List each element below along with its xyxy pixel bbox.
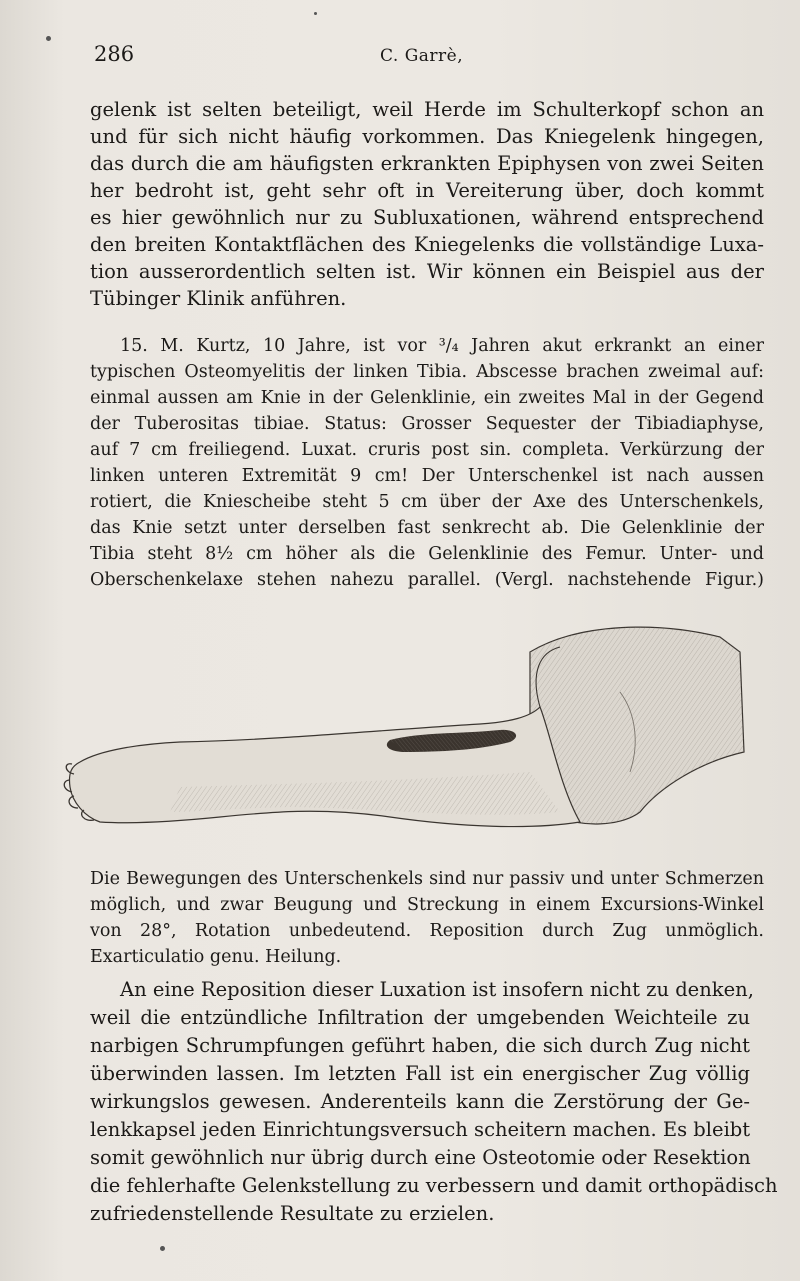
text-line: gelenk ist selten beteiligt, weil Herde im Schulterkopf schon an <box>90 98 764 121</box>
text-line: weil die entzündliche Infiltration der umgebenden Weichteile zu <box>90 1006 750 1029</box>
text-line: her bedroht ist, geht sehr oft in Vereiterung über, doch kommt <box>90 179 764 202</box>
case-line: Exarticulatio genu. Heilung. <box>90 947 342 967</box>
text-line: lenkkapsel jeden Einrichtungsversuch scheitern machen. Es bleibt <box>90 1118 751 1141</box>
page-number: 286 <box>94 42 135 66</box>
case-line: linken unteren Extremität 9 cm! Der Unterschenkel ist nach aussen <box>90 466 764 486</box>
text-line: Tübinger Klinik anführen. <box>90 287 347 310</box>
case-line: Oberschenkelaxe stehen nahezu parallel. (Vergl. nachstehende Figur.) <box>90 570 764 590</box>
page-header <box>94 42 734 72</box>
text-line: An eine Reposition dieser Luxation ist insofern nicht zu denken, <box>120 978 754 1001</box>
case-line: das Knie setzt unter derselben fast senkrecht ab. Die Gelenklinie der <box>90 518 764 538</box>
text-line: überwinden lassen. Im letzten Fall ist ein energischer Zug völlig <box>90 1062 750 1085</box>
case-line: typischen Osteomyelitis der linken Tibia. Abscesse brachen zweimal auf: <box>90 362 764 382</box>
leg-illustration <box>60 612 750 852</box>
case-line: von 28°, Rotation unbedeutend. Reposition durch Zug unmöglich. <box>90 921 764 941</box>
text-line: es hier gewöhnlich nur zu Subluxationen, während entsprechend <box>90 206 764 229</box>
text-line: wirkungslos gewesen. Anderenteils kann die Zerstörung der Ge- <box>90 1090 750 1113</box>
case-line: einmal aussen am Knie in der Gelenklinie, ein zweites Mal in der Gegend <box>90 388 764 408</box>
case-line: rotiert, die Kniescheibe steht 5 cm über der Axe des Unterschenkels, <box>90 492 764 512</box>
case-line: 15. M. Kurtz, 10 Jahre, ist vor ³/₄ Jahren akut erkrankt an einer <box>120 336 764 356</box>
case-line: der Tuberositas tibiae. Status: Grosser Sequester der Tibiadiaphyse, <box>90 414 764 434</box>
case-line: möglich, und zwar Beugung und Streckung in einem Excursions-Winkel <box>90 895 764 915</box>
running-head: C. Garrè, <box>380 46 464 66</box>
text-line: narbigen Schrumpfungen geführt haben, die sich durch Zug nicht <box>90 1034 750 1057</box>
text-line: zufriedenstellende Resultate zu erzielen. <box>90 1202 495 1225</box>
paper-speck <box>160 1246 165 1251</box>
text-line: das durch die am häufigsten erkrankten Epiphysen von zwei Seiten <box>90 152 764 175</box>
case-line: Die Bewegungen des Unterschenkels sind nur passiv und unter Schmerzen <box>90 869 764 889</box>
text-line: die fehlerhafte Gelenkstellung zu verbessern und damit orthopädisch <box>90 1174 778 1197</box>
case-line: auf 7 cm freiliegend. Luxat. cruris post sin. completa. Verkürzung der <box>90 440 764 460</box>
text-line: somit gewöhnlich nur übrig durch eine Osteotomie oder Resektion <box>90 1146 751 1169</box>
text-line: und für sich nicht häufig vorkommen. Das Kniegelenk hingegen, <box>90 125 764 148</box>
paper-speck <box>46 36 51 41</box>
paper-speck <box>314 12 317 15</box>
text-line: tion ausserordentlich selten ist. Wir können ein Beispiel aus der <box>90 260 764 283</box>
text-line: den breiten Kontaktflächen des Kniegelenks die vollständige Luxa- <box>90 233 764 256</box>
case-line: Tibia steht 8½ cm höher als die Gelenklinie des Femur. Unter- und <box>90 544 764 564</box>
